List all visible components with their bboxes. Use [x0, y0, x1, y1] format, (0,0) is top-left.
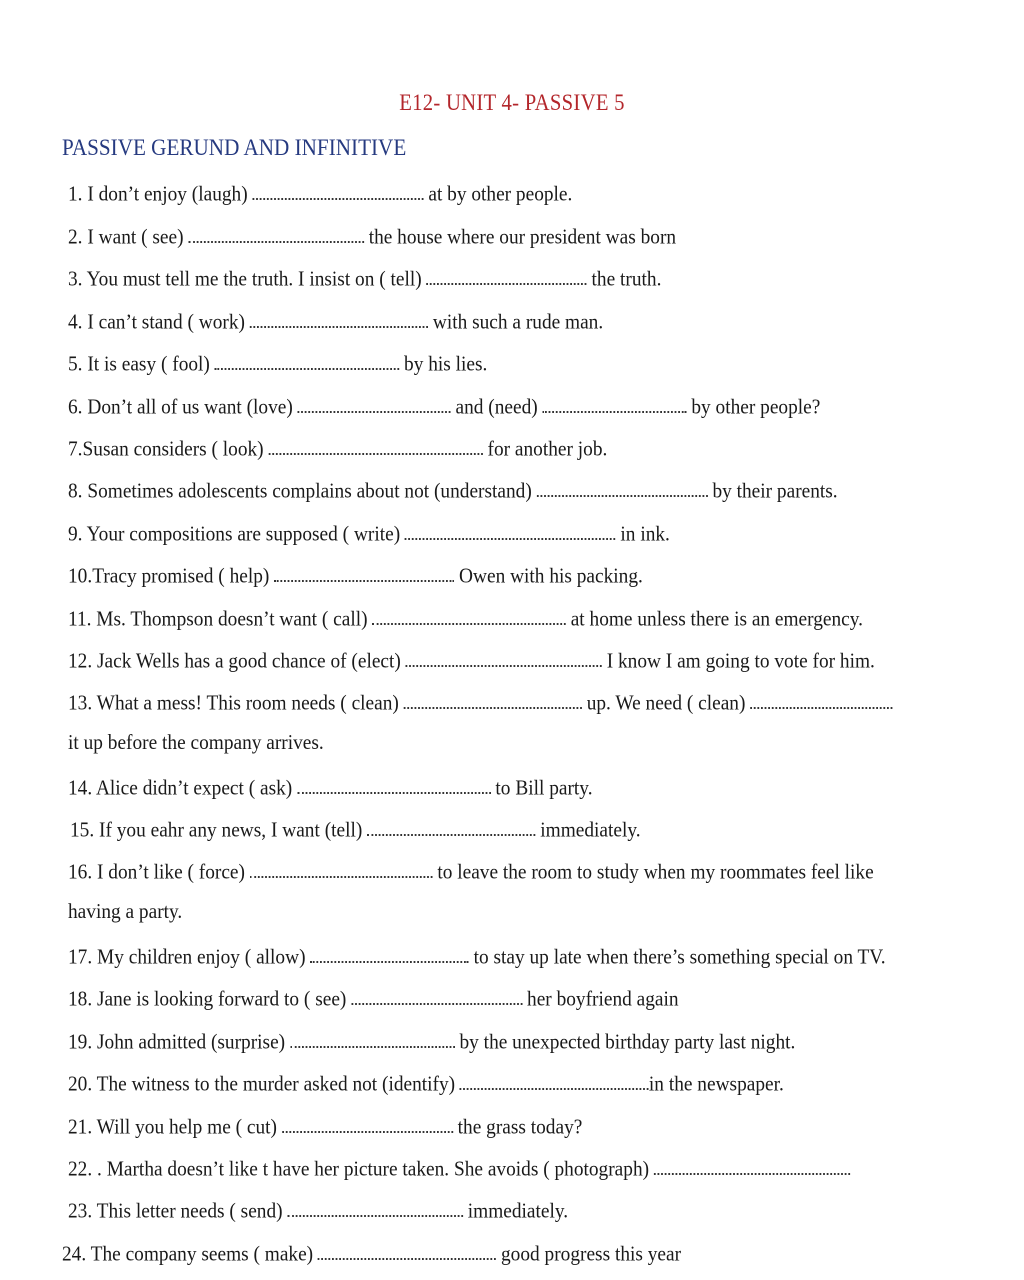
exercise-19: 19. John admitted (surprise) by the unexpected birthday party last night.: [68, 1029, 796, 1054]
exercise-21: 21. Will you help me ( cut) the grass today?: [68, 1114, 583, 1139]
answer-blank-24[interactable]: [318, 1240, 496, 1260]
answer-blank-8[interactable]: [537, 477, 708, 497]
answer-blank-22[interactable]: [654, 1155, 850, 1175]
exercise-3: 3. You must tell me the truth. I insist on ( tell) the truth.: [68, 266, 662, 291]
exercise-14: 14. Alice didn’t expect ( ask) to Bill party.: [68, 775, 593, 800]
answer-blank-20[interactable]: [460, 1070, 649, 1090]
answer-blank-7[interactable]: [268, 435, 482, 455]
exercise-4: 4. I can’t stand ( work) with such a rude man.: [68, 309, 604, 334]
exercise-1: 1. I don’t enjoy (laugh) at by other people.: [68, 181, 573, 206]
answer-blank-21[interactable]: [282, 1113, 453, 1133]
exercise-9: 9. Your compositions are supposed ( write) in ink.: [68, 521, 670, 546]
answer-blank-16[interactable]: [250, 858, 433, 878]
answer-blank-14[interactable]: [297, 774, 491, 794]
exercise-8: 8. Sometimes adolescents complains about not (understand) by their parents.: [68, 478, 838, 503]
answer-blank-4[interactable]: [250, 308, 428, 328]
exercise-11: 11. Ms. Thompson doesn’t want ( call) at home unless there is an emergency.: [68, 606, 864, 631]
answer-blank-6b[interactable]: [543, 393, 687, 413]
answer-blank-6a[interactable]: [298, 393, 451, 413]
answer-blank-1[interactable]: [253, 180, 424, 200]
answer-blank-13b[interactable]: [750, 689, 892, 709]
exercise-13-continued: it up before the company arrives.: [68, 730, 324, 754]
answer-blank-2[interactable]: [188, 223, 364, 243]
exercise-6: 6. Don’t all of us want (love) and (need) by other people?: [68, 394, 821, 419]
answer-blank-19[interactable]: [290, 1028, 455, 1048]
worksheet-title: E12- UNIT 4- PASSIVE 5: [399, 90, 625, 115]
exercise-17: 17. My children enjoy ( allow) to stay up late when there’s something special on TV.: [68, 944, 886, 969]
exercise-20: 20. The witness to the murder asked not (identify) in the newspaper.: [68, 1071, 784, 1096]
answer-blank-17[interactable]: [310, 943, 468, 963]
exercise-5: 5. It is easy ( fool) by his lies.: [68, 351, 488, 376]
exercise-24: 24. The company seems ( make) good progress this year: [62, 1241, 682, 1266]
answer-blank-5[interactable]: [215, 350, 399, 370]
answer-blank-10[interactable]: [274, 562, 454, 582]
exercise-2: 2. I want ( see) the house where our president was born: [68, 224, 677, 249]
answer-blank-23[interactable]: [287, 1197, 463, 1217]
answer-blank-18[interactable]: [351, 985, 522, 1005]
exercise-16-continued: having a party.: [68, 899, 183, 923]
exercise-7: 7.Susan considers ( look) for another job.: [68, 436, 608, 461]
answer-blank-3[interactable]: [427, 265, 587, 285]
answer-blank-11[interactable]: [372, 605, 566, 625]
answer-blank-13a[interactable]: [404, 689, 582, 709]
exercise-16: 16. I don’t like ( force) to leave the room to study when my roommates feel like: [68, 859, 874, 884]
exercise-10: 10.Tracy promised ( help) Owen with his packing.: [68, 563, 643, 588]
answer-blank-12[interactable]: [406, 647, 602, 667]
answer-blank-15[interactable]: [367, 816, 535, 836]
exercise-13: 13. What a mess! This room needs ( clean) up. We need ( clean): [68, 689, 892, 714]
exercise-18: 18. Jane is looking forward to ( see) her boyfriend again: [68, 986, 679, 1011]
exercise-12: 12. Jack Wells has a good chance of (elect) I know I am going to vote for him.: [68, 648, 875, 673]
exercise-15: 15. If you eahr any news, I want (tell) immediately.: [70, 817, 641, 842]
exercise-23: 23. This letter needs ( send) immediately.: [68, 1198, 569, 1223]
section-heading: PASSIVE GERUND AND INFINITIVE: [62, 135, 407, 160]
answer-blank-9[interactable]: [405, 520, 616, 540]
exercise-22: 22. . Martha doesn’t like t have her picture taken. She avoids ( photograph): [68, 1155, 850, 1180]
